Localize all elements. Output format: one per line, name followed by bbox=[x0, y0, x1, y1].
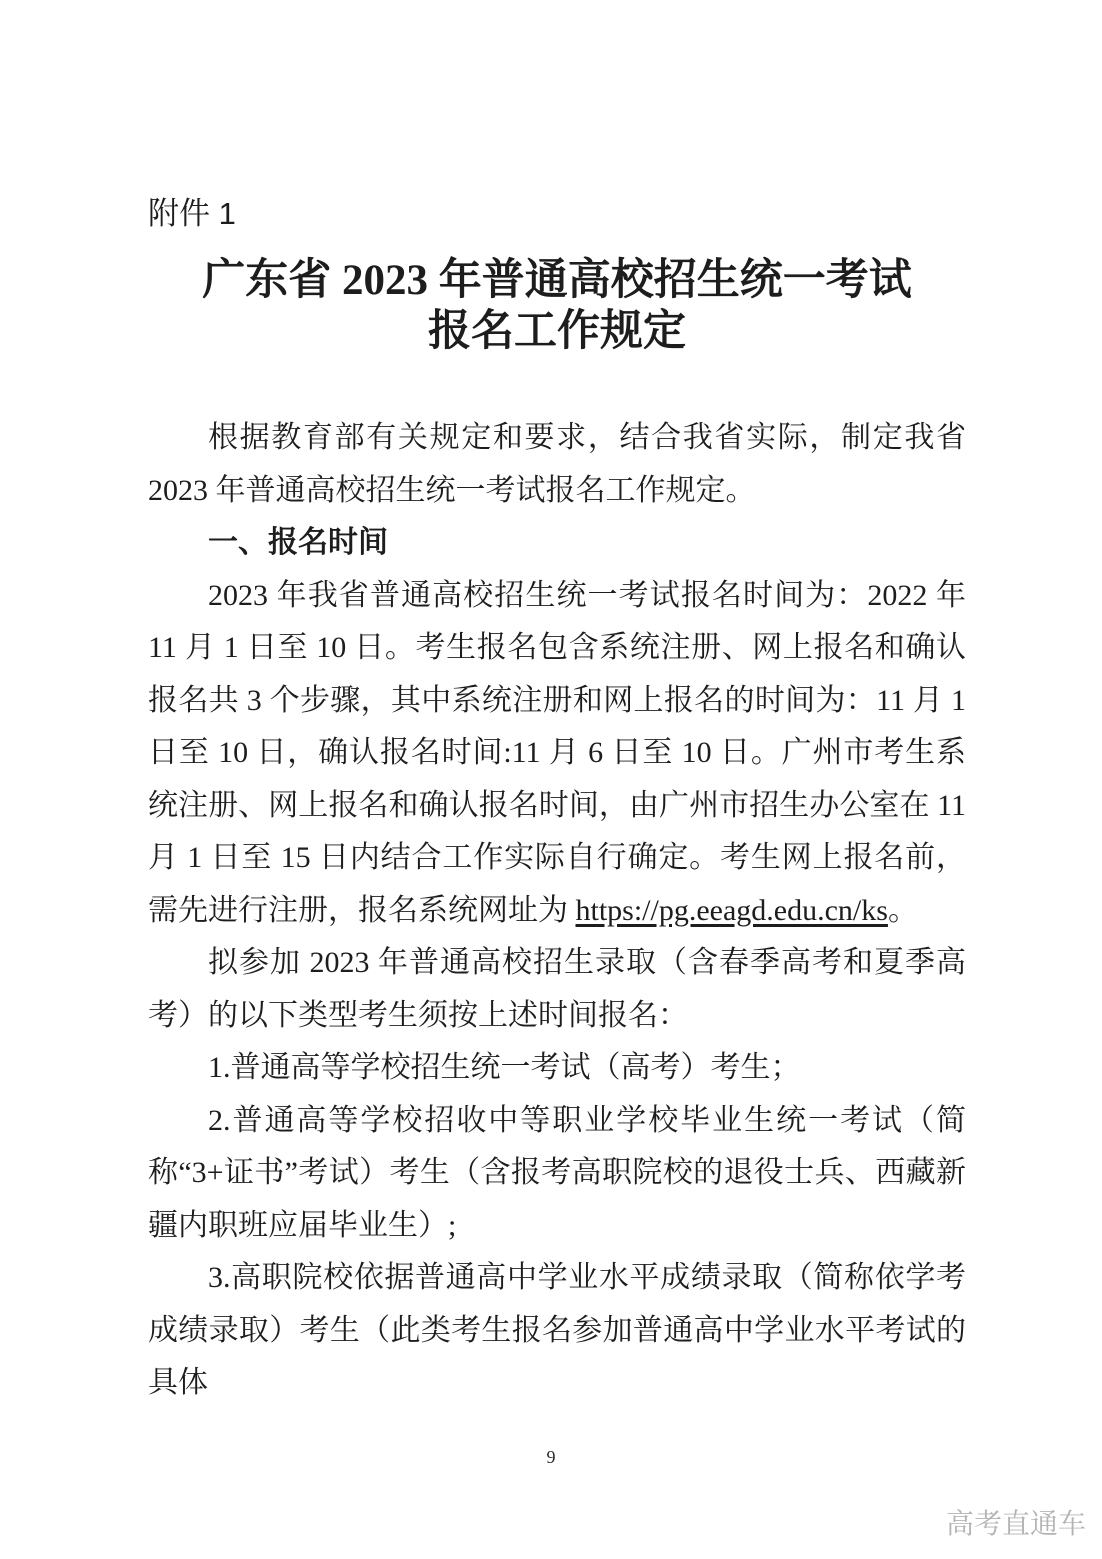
registration-time-paragraph bbox=[148, 570, 966, 938]
document-title-line2: 报名工作规定 bbox=[428, 308, 686, 356]
registration-time-text: 2023 年我省普通高校招生统一考试报名时间为：2022 年 11 月 1 日至 10 日。考生报名包含系统注册、网上报名和确认报名共 3 个步骤，其中系统注册和网上报名的时间为：11 月 1 日至 10 日，确认报名时间:11 月 6 日至 10 日。广州市考生系统注册、网上报名和确认报名时间，由广州市招生办公室在 11 月 1 日至 15 日内结合工作实际自行确定。考生网上报名前，需先进行注册，报名系统网址为 bbox=[148, 578, 966, 927]
registration-time-text-end: 。 bbox=[887, 893, 918, 927]
candidate-type-item-3: 3.高职院校依据普通高中学业水平成绩录取（简称依学考成绩录取）考生（此类考生报名参加普通高中学业水平考试的具体 bbox=[148, 1261, 966, 1400]
page-number: 9 bbox=[546, 1447, 556, 1467]
attachment-label: 附件 1 bbox=[148, 196, 236, 231]
candidate-type-item-1: 1.普通高等学校招生统一考试（高考）考生； bbox=[208, 1051, 801, 1085]
section1-heading: 一、报名时间 bbox=[208, 526, 388, 560]
document-title bbox=[148, 255, 966, 357]
candidate-type-item-2: 2.普通高等学校招收中等职业学校毕业生统一考试（简称“3+证书”考试）考生（含报考高职院校的退役士兵、西藏新疆内职班应届毕业生）; bbox=[148, 1103, 966, 1242]
document-title-line1: 广东省 2023 年普通高校招生统一考试 bbox=[202, 257, 912, 305]
watermark-gaokao-zhitongche: 高考直通车 bbox=[945, 1508, 1086, 1539]
candidate-types-lead-paragraph: 拟参加 2023 年普通高校招生录取（含春季高考和夏季高考）的以下类型考生须按上述时间报名： bbox=[148, 946, 966, 1032]
registration-system-url[interactable]: https://pg.eeagd.edu.cn/ks bbox=[575, 893, 888, 927]
document-body bbox=[148, 412, 966, 1410]
intro-paragraph: 根据教育部有关规定和要求，结合我省实际，制定我省 2023 年普通高校招生统一考试报名工作规定。 bbox=[148, 421, 966, 507]
